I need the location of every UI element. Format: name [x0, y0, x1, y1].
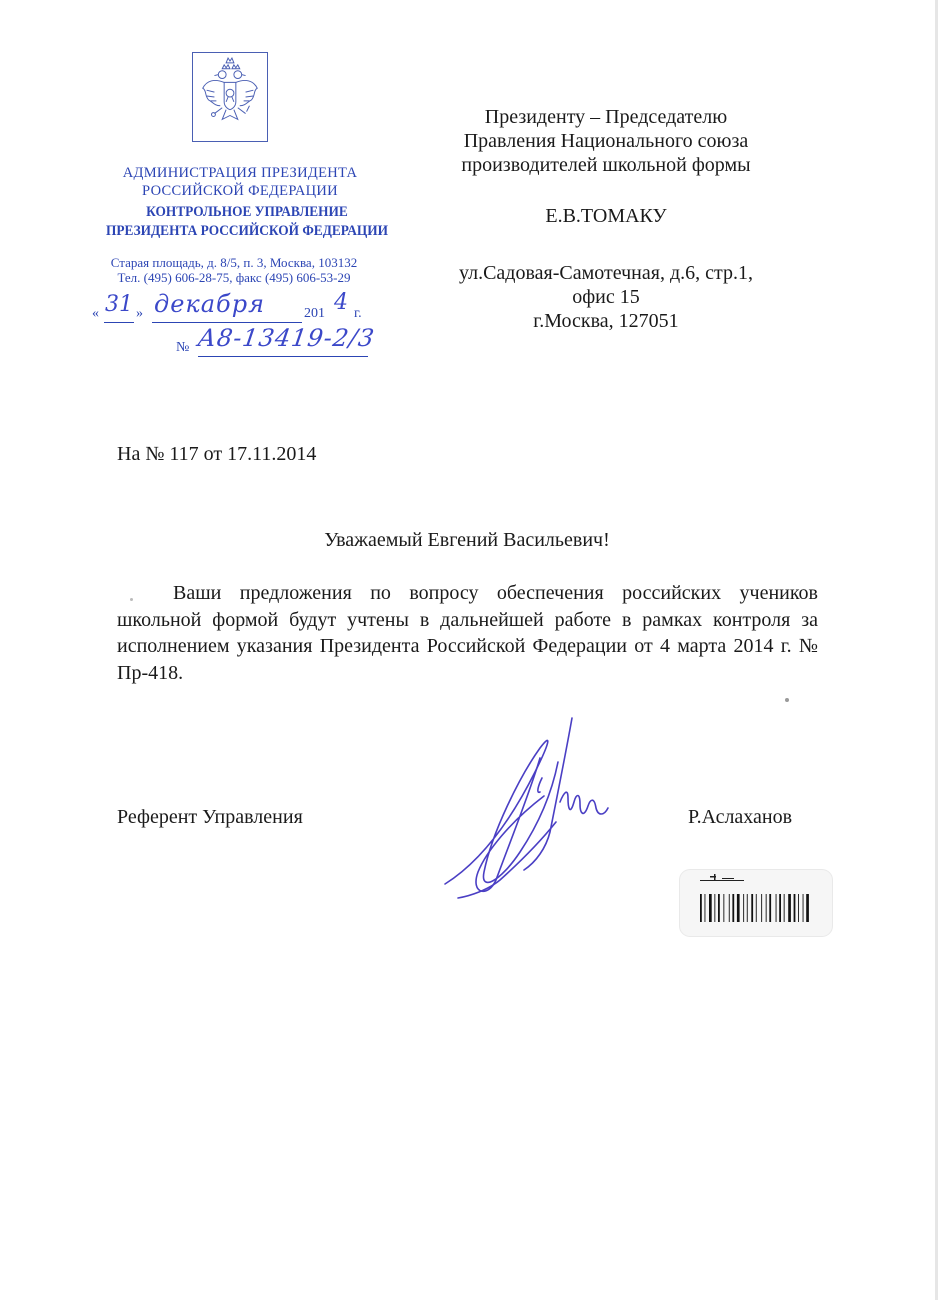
date-day-underline	[104, 322, 134, 323]
reg-number-value: А8-13419-2/3	[196, 324, 377, 352]
addressee-line-1: Президенту – Председателю	[484, 106, 728, 128]
date-year-digit: 4	[334, 290, 348, 315]
letterhead-department	[92, 203, 403, 241]
addressee-address-1: ул.Садовая-Самотечная, д.6, стр.1,	[458, 262, 753, 284]
date-year-suffix: г.	[354, 306, 362, 321]
letter-body: Ваши предложения по вопросу обеспечения российских учеников школьной формой будут учтены в дальнейшей работе в рамках контроля за исполнением указания Президента Российской Федерации от 4 марта 2014 г. № Пр-418.	[117, 582, 818, 684]
dept-line-1: КОНТРОЛЬНОЕ УПРАВЛЕНИЕ	[146, 204, 348, 220]
date-month-underline	[152, 322, 302, 323]
double-headed-eagle-icon	[193, 53, 267, 141]
org-line-1: АДМИНИСТРАЦИЯ ПРЕЗИДЕНТА	[122, 165, 358, 181]
addressee-address-2: офис 15	[572, 286, 640, 308]
dept-line-2: ПРЕЗИДЕНТА РОССИЙСКОЙ ФЕДЕРАЦИИ	[105, 223, 388, 239]
addressee-name: Е.В.ТОМАКУ	[545, 205, 667, 227]
reg-number-label: №	[176, 340, 190, 355]
date-open-quote: «	[92, 306, 99, 321]
addressee-block	[420, 105, 792, 333]
registration-number	[176, 324, 416, 364]
addressee-address-3: г.Москва, 127051	[533, 310, 679, 332]
date-month: декабря	[154, 290, 265, 318]
addressee-line-2: Правления Национального союза	[463, 130, 749, 152]
date-year-prefix: 201	[304, 306, 325, 321]
signer-title: Референт Управления	[117, 806, 303, 828]
letterhead-phone: Тел. (495) 606-28-75, факс (495) 606-53-29	[117, 270, 351, 285]
paper-speck	[785, 698, 789, 702]
handwritten-signature-icon	[440, 712, 630, 902]
paper-speck	[130, 598, 133, 601]
barcode-label	[680, 870, 832, 936]
letter-date	[92, 290, 372, 324]
date-close-quote: »	[136, 306, 143, 321]
addressee-line-3: производителей школьной формы	[461, 154, 751, 176]
reference-line: На № 117 от 17.11.2014	[117, 443, 317, 465]
org-line-2: РОССИЙСКОЙ ФЕДЕРАЦИИ	[142, 183, 338, 199]
date-day: 31	[105, 292, 133, 317]
state-emblem	[192, 52, 268, 142]
signer-name: Р.Аслаханов	[688, 806, 793, 828]
reg-number-underline	[198, 356, 368, 357]
barcode-icon	[680, 870, 832, 936]
letterhead-organization	[90, 164, 390, 200]
letterhead-address: Старая площадь, д. 8/5, п. 3, Москва, 103132	[110, 255, 358, 270]
letterhead-contacts	[84, 255, 384, 285]
salutation: Уважаемый Евгений Васильевич!	[324, 529, 610, 551]
